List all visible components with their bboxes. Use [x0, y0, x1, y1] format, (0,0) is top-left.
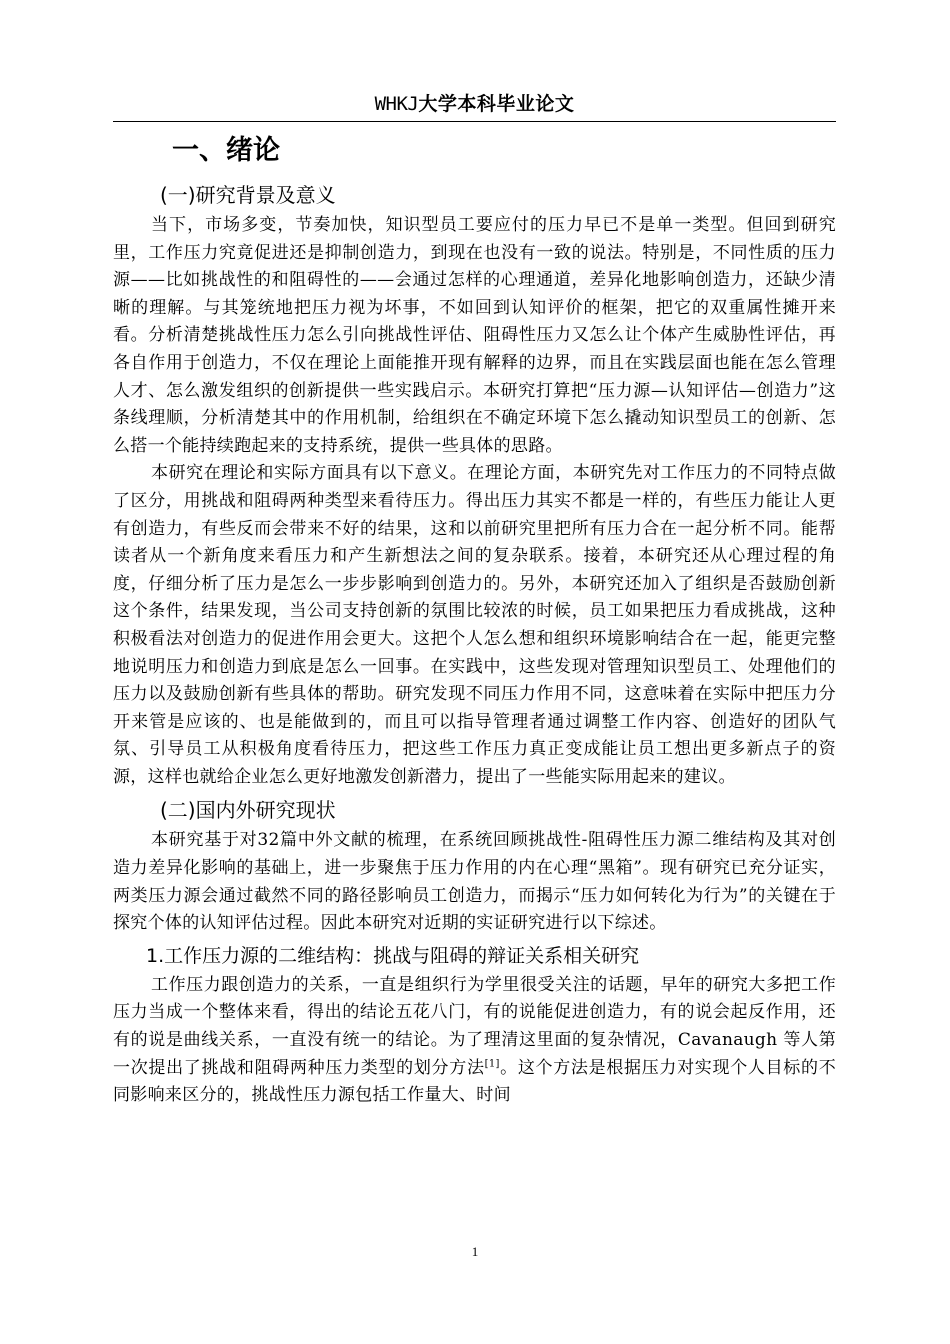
paragraph-literature-overview: 本研究基于对32篇中外文献的梳理，在系统回顾挑战性-阻碍性压力源二维结构及其对创造力差异化影响的基础上，进一步聚焦于压力作用的内在心理“黑箱”。现有研究已充分证实，两类压力源会通过截然不同的路径影响员工创造力，而揭示“压力如何转化为行为”的关键在于探究个体的认知评估过程。因此本研究对近期的实证研究进行以下综述。: [113, 830, 836, 934]
paragraph-stressor-structure: [113, 972, 836, 1110]
paragraph-significance: 本研究在理论和实际方面具有以下意义。在理论方面，本研究先对工作压力的不同特点做了区分，用挑战和阻碍两种类型来看待压力。得出压力其实不都是一样的，有些压力能让人更有创造力，有些反而会带来不好的结果，这和以前研究里把所有压力合在一起分析不同。能帮读者从一个新角度来看压力和产生新想法之间的复杂联系。接着，本研究还从心理过程的角度，仔细分析了压力是怎么一步步影响到创造力的。另外，本研究还加入了组织是否鼓励创新这个条件，结果发现，当公司支持创新的氛围比较浓的时候，员工如果把压力看成挑战，这种积极看法对创造力的促进作用会更大。这把个人怎么想和组织环境影响结合在一起，能更完整地说明压力和创造力到底是怎么一回事。在实践中，这些发现对管理知识型员工、处理他们的压力以及鼓励创新有些具体的帮助。研究发现不同压力作用不同，这意味着在实际中把压力分开来管是应该的、也是能做到的，而且可以指导管理者通过调整工作内容、创造好的团队气氛、引导员工从积极角度看待压力，把这些工作压力真正变成能让员工想出更多新点子的资源，这样也就给企业怎么更好地激发创新潜力，提出了一些能实际用起来的建议。: [113, 463, 836, 787]
paragraph-text-after-citation: 。这个方法是根据压力对实现个人目标的不同影响来区分的，挑战性压力源包括工作量大、时间: [113, 1057, 836, 1106]
header-rule: [113, 121, 836, 122]
paragraph-text-before-citation: 工作压力跟创造力的关系，一直是组织行为学里很受关注的话题，早年的研究大多把工作压力当成一个整体来看，得出的结论五花八门，有的说能促进创造力，有的说会起反作用，还有的说是曲线关系，一直没有统一的结论。为了理清这里面的复杂情况，Cavanaugh 等人第一次提出了挑战和阻碍两种压力类型的划分方法: [113, 974, 836, 1078]
page-content: [113, 126, 836, 1110]
header-title: 大学本科毕业论文: [418, 93, 575, 115]
subsection-heading-stressor-structure: 1.工作压力源的二维结构：挑战与阻碍的辩证关系相关研究: [146, 944, 640, 967]
section-heading-literature: (二)国内外研究现状: [160, 798, 336, 823]
section-heading-background: (一)研究背景及意义: [160, 183, 336, 207]
header-latin-prefix: WHKJ: [374, 93, 419, 115]
citation-reference[interactable]: [1]: [484, 1057, 500, 1069]
paragraph-background: 当下，市场多变，节奏加快，知识型员工要应付的压力早已不是单一类型。但回到研究里，工作压力究竟促进还是抑制创造力，到现在也没有一致的说法。特别是，不同性质的压力源——比如挑战性的和阻碍性的——会通过怎样的心理通道，差异化地影响创造力，还缺少清晰的理解。与其笼统地把压力视为坏事，不如回到认知评价的框架，把它的双重属性摊开来看。分析清楚挑战性压力怎么引向挑战性评估、阻碍性压力又怎么让个体产生威胁性评估，再各自作用于创造力，不仅在理论上面能推开现有解释的边界，而且在实践层面也能在怎么管理人才、怎么激发组织的创新提供一些实践启示。本研究打算把“压力源—认知评估—创造力”这条线理顺，分析清楚其中的作用机制，给组织在不确定环境下怎么撬动知识型员工的创新、怎么搭一个能持续跑起来的支持系统，提供一些具体的思路。: [113, 215, 836, 456]
running-header: [113, 90, 836, 118]
chapter-title: 一、绪论: [172, 135, 280, 166]
page-number: 1: [471, 1244, 479, 1259]
